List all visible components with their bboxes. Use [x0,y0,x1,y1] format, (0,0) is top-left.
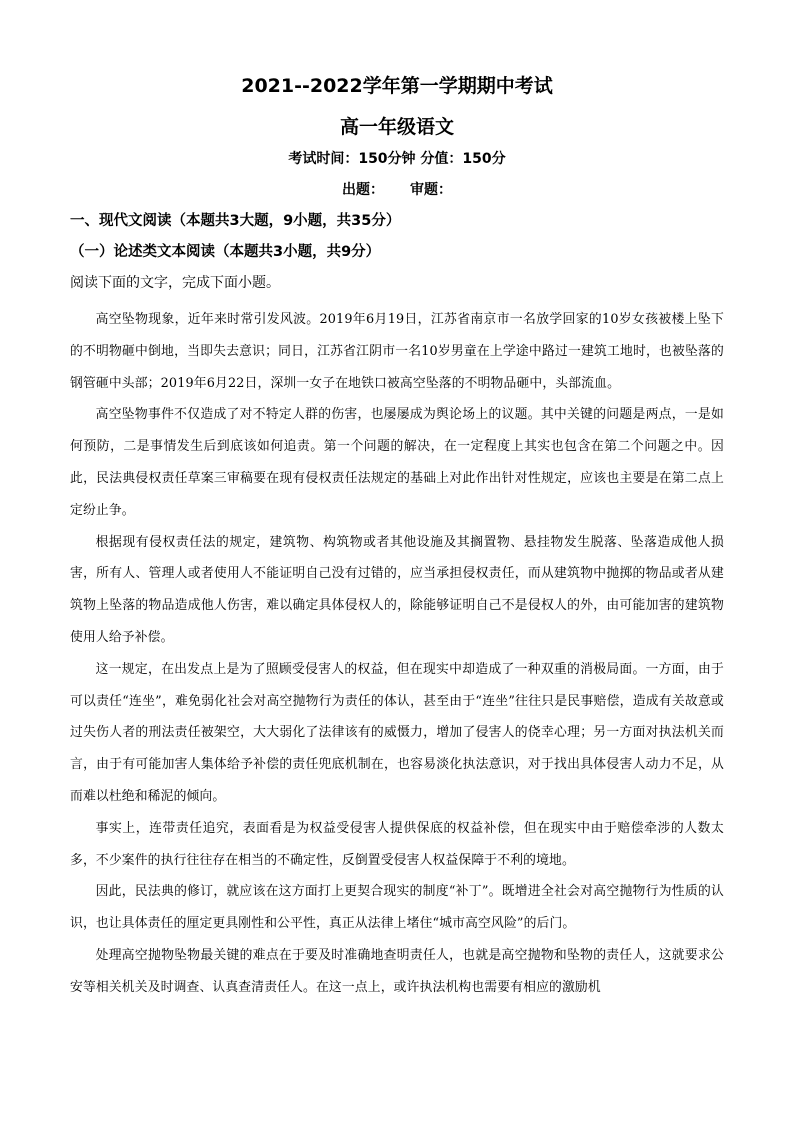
passage-paragraph: 根据现有侵权责任法的规定，建筑物、构筑物或者其他设施及其搁置物、悬挂物发生脱落、坠落造成他人损害，所有人、管理人或者使用人不能证明自己没有过错的，应当承担侵权责任，而从建筑物中抛掷的物品或者从建筑物上坠落的物品造成他人伤害，难以确定具体侵权人的，除能够证明自己不是侵权人的外，由可能加害的建筑物使用人给予补偿。 [70,534,724,645]
exam-info: 考试时间：150分钟 分值：150分 [288,151,506,167]
passage-paragraph: 因此，民法典的修订，就应该在这方面打上更契合现实的制度“补丁”。既增进全社会对高空抛物行为性质的认识，也让具体责任的厘定更具刚性和公平性，真正从法律上堵住“城市高空风险”的后门。 [70,884,724,932]
passage-paragraph: 事实上，连带责任追究，表面看是为权益受侵害人提供保底的权益补偿，但在现实中由于赔偿牵涉的人数太多，不少案件的执行往往存在相当的不确定性，反倒置受侵害人权益保障于不利的境地。 [70,820,724,868]
passage-paragraph: 处理高空抛物坠物最关键的难点在于要及时准确地查明责任人，也就是高空抛物和坠物的责任人，这就要求公安等相关机关及时调查、认真查清责任人。在这一点上，或许执法机构也需要有相应的激励机 [70,947,724,995]
passage-paragraph: 这一规定，在出发点上是为了照顾受侵害人的权益，但在现实中却造成了一种双重的消极局面。一方面，由于可以责任“连坐”，难免弱化社会对高空抛物行为责任的体认，甚至由于“连坐”往往只是民事赔偿，造成有关故意或过失伤人者的刑法责任被架空，大大弱化了法律该有的威慑力，增加了侵害人的侥幸心理；另一方面对执法机关而言，由于有可能加害人集体给予补偿的责任兜底机制在，也容易淡化执法意识，对于找出具体侵害人动力不足，从而难以杜绝和稀泥的倾向。 [70,661,724,804]
reading-instruction: 阅读下面的文字，完成下面小题。 [70,275,280,291]
exam-subtitle: 高一年级语文 [339,116,454,138]
setter-label: 出题： [342,182,384,198]
reviewer-label: 审题： [410,182,452,198]
subsection-heading: （一）论述类文本阅读（本题共3小题，共9分） [70,244,381,260]
passage-paragraph: 高空坠物事件不仅造成了对不特定人群的伤害，也屡屡成为舆论场上的议题。其中关键的问题是两点，一是如何预防，二是事情发生后到底该如何追责。第一个问题的解决，在一定程度上其实也包含在第二个问题之中。因此，民法典侵权责任草案三审稿要在现有侵权责任法规定的基础上对此作出针对性规定，应该也主要是在第二点上定纷止争。 [70,407,724,518]
exam-title: 2021--2022学年第一学期期中考试 [241,75,553,97]
setter-reviewer-line [0,180,794,200]
section-heading: 一、现代文阅读（本题共3大题，9小题，共35分） [70,213,401,229]
passage-body [70,304,724,1004]
passage-paragraph: 高空坠物现象，近年来时常引发风波。2019年6月19日，江苏省南京市一名放学回家的10岁女孩被楼上坠下的不明物砸中倒地，当即失去意识；同日，江苏省江阴市一名10岁男童在上学途中路过一建筑工地时，也被坠落的钢管砸中头部；2019年6月22日，深圳一女子在地铁口被高空坠落的不明物品砸中，头部流血。 [70,312,724,391]
